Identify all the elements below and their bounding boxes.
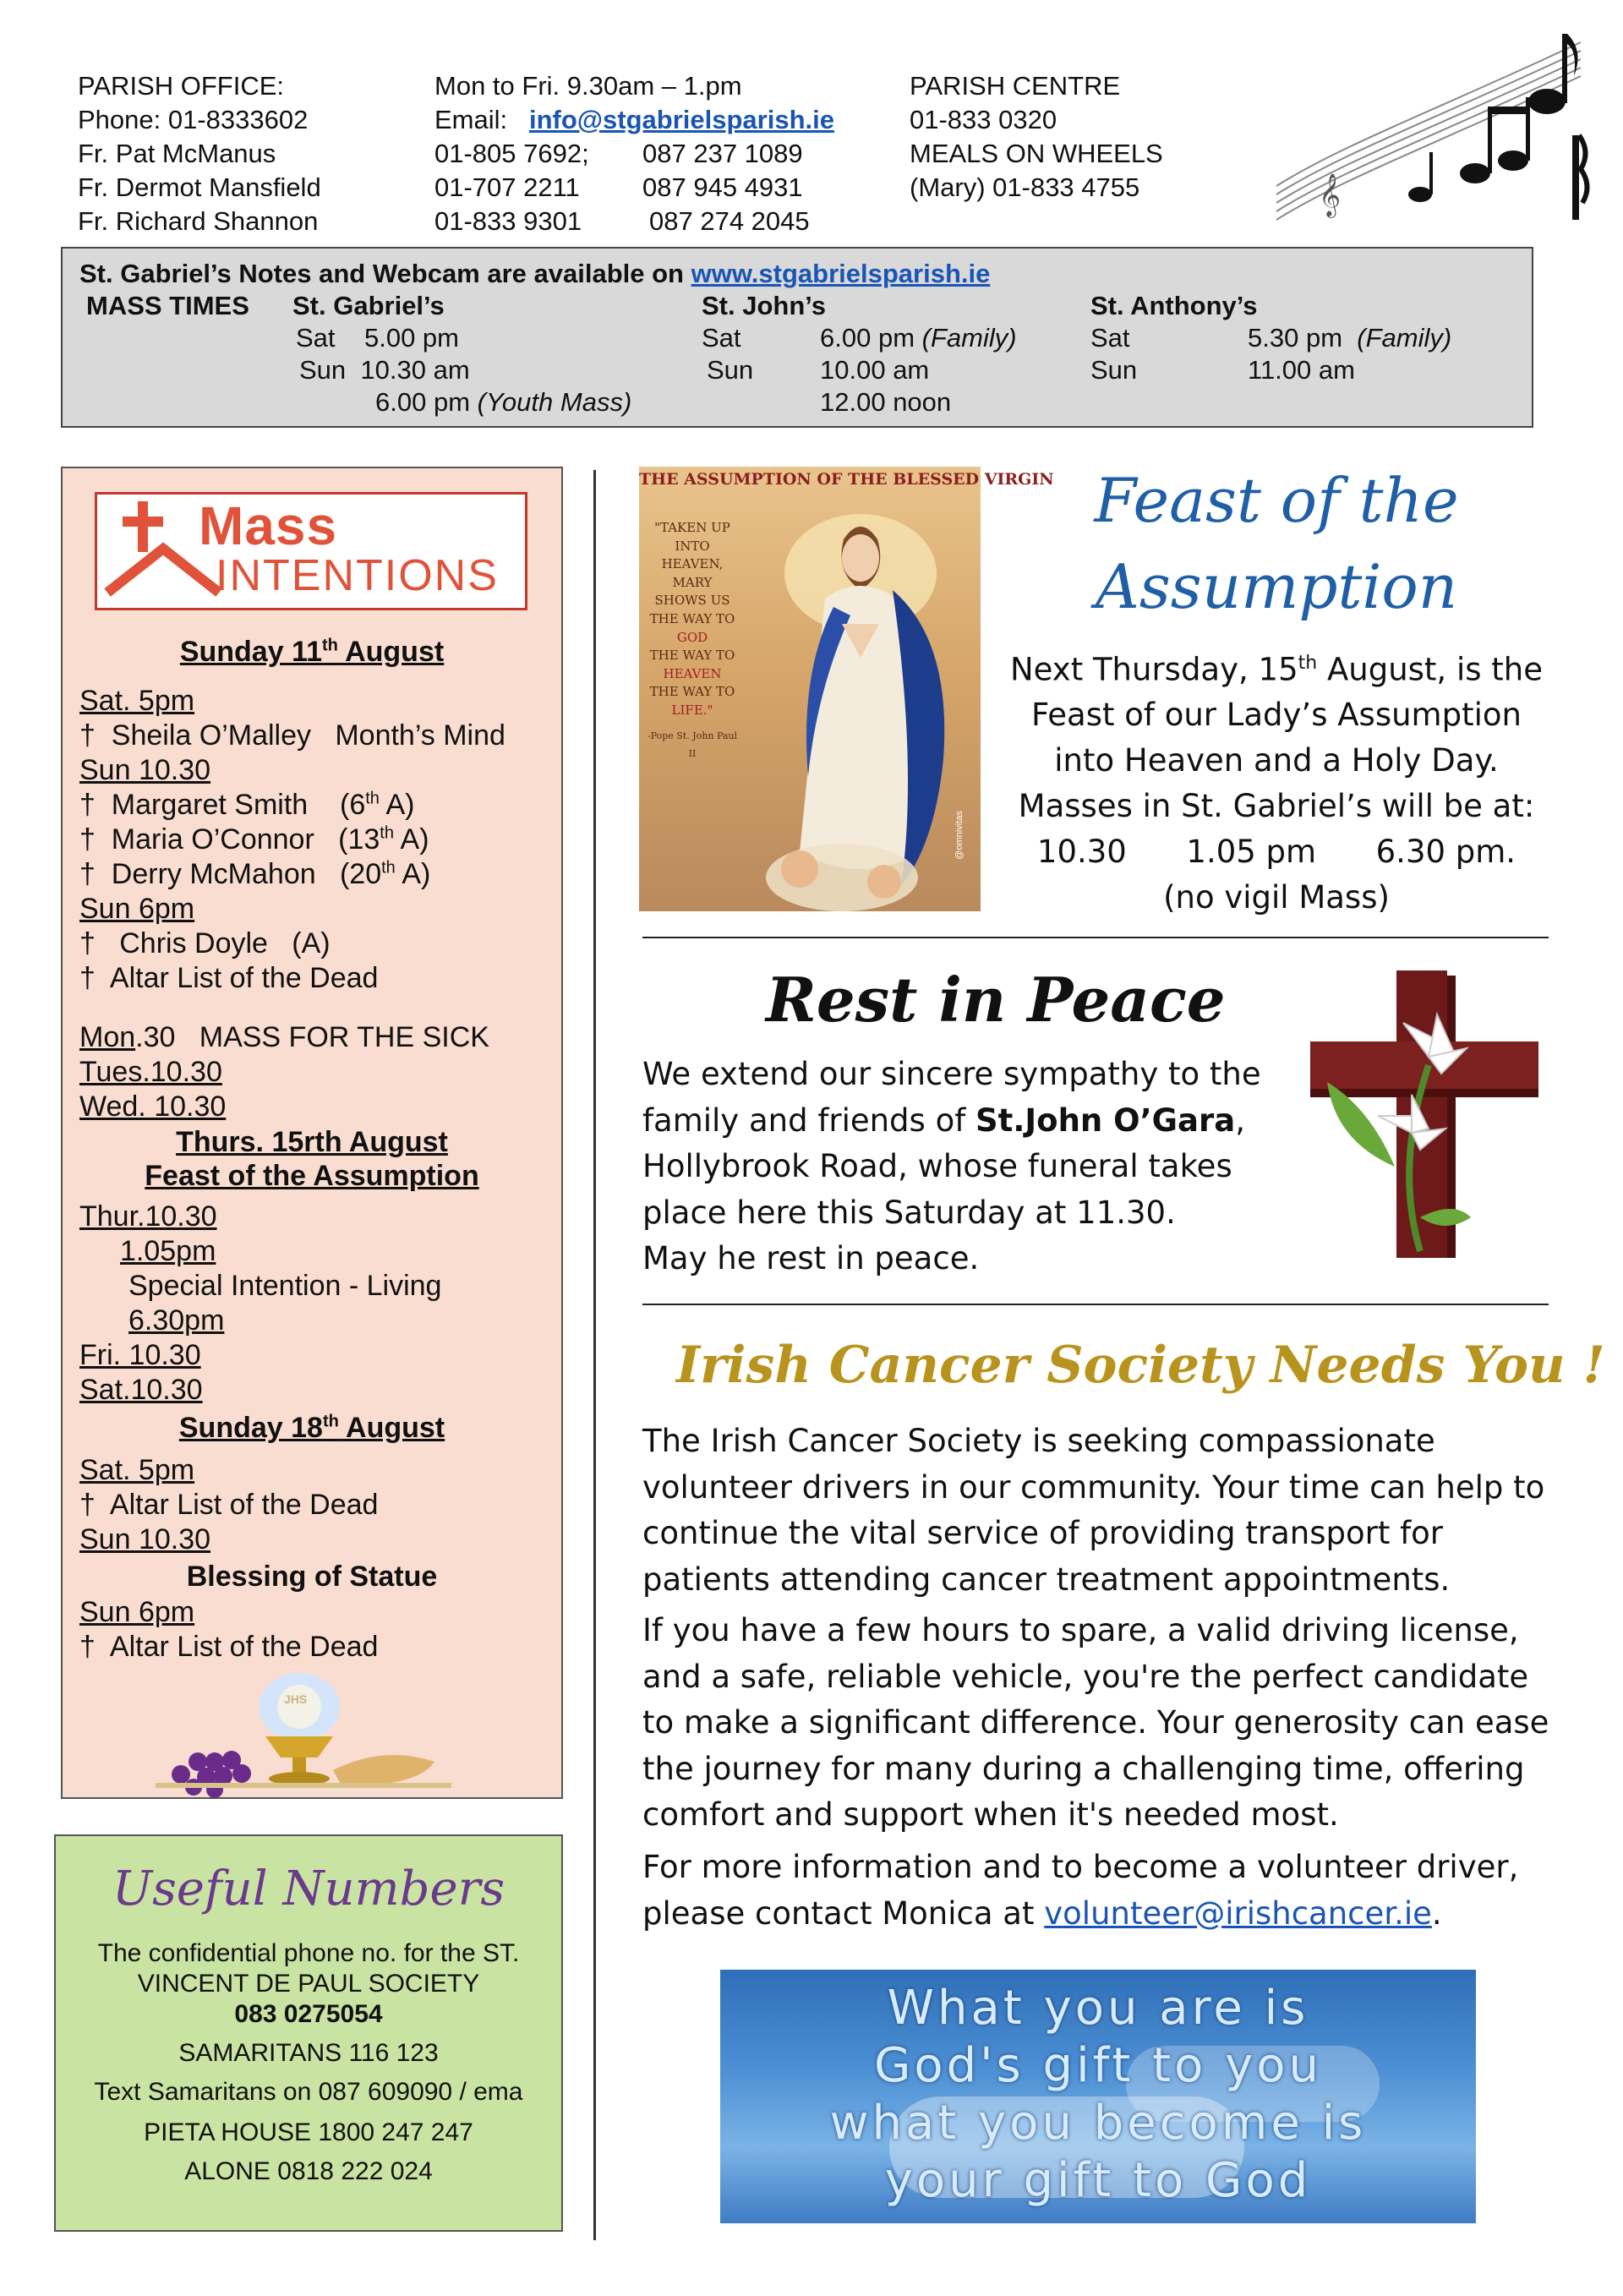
rip-body (642, 1052, 1261, 1282)
useful-title: Useful Numbers (112, 1861, 505, 1916)
sat-1030: Sat.10.30 (79, 1374, 203, 1406)
jhs-label: JHS (284, 1692, 308, 1706)
mass-intentions-panel (61, 467, 563, 1799)
cancer-p3-pre: please contact Monica at (642, 1894, 1045, 1932)
phone-b-2: 087 945 4931 (642, 172, 803, 202)
sat-5pm: Sat. 5pm (79, 685, 195, 717)
parish-centre-phone: 01-833 0320 (910, 105, 1057, 134)
website-link[interactable]: www.stgabrielsparish.ie (691, 259, 991, 288)
feast-line-1 (997, 641, 1555, 692)
anthony-sat-day: Sat (1090, 323, 1130, 353)
john-sun-day: Sun (707, 355, 754, 385)
quote-line-5: SHOWS US (654, 593, 730, 609)
column-divider (593, 470, 596, 2240)
quote-line-10: THE WAY TO (649, 684, 735, 700)
gabriel-youth (375, 387, 631, 418)
cancer-para-2 (642, 1608, 1549, 1839)
anthony-sat-time-value: 5.30 pm (1248, 323, 1343, 353)
priest-3: Fr. Richard Shannon (78, 206, 319, 236)
sun18-pre: Sunday 18 (178, 1412, 323, 1444)
priest-1: Fr. Pat McManus (78, 139, 276, 168)
feast-line-2: Feast of our Lady’s Assumption (1031, 697, 1522, 734)
quote-banner-line-1: What you are is (887, 1981, 1309, 2036)
sun18-post: August (338, 1412, 445, 1444)
sunday-11-heading (63, 636, 561, 669)
cancer-p1-line-3: continue the vital service of providing transport for (642, 1515, 1444, 1551)
email-label: Email: (434, 105, 508, 134)
music-notes-icon (1268, 25, 1589, 237)
virgin-mary-figure (740, 497, 981, 911)
divider-2 (642, 1304, 1549, 1305)
sun-1030-b: Sun 10.30 (79, 1523, 211, 1555)
mobile-column (642, 137, 810, 238)
svdp-phone: 083 0275054 (234, 2000, 383, 2028)
quote-line-8: THE WAY TO (649, 648, 735, 664)
quote-line-7: GOD (676, 629, 708, 645)
cancer-p2-line-5: comfort and support when it's needed most. (642, 1796, 1339, 1833)
st-johns-heading: St. John’s (702, 291, 826, 320)
sun11-pre: Sunday 11 (179, 636, 323, 668)
cancer-title: Irish Cancer Society Needs You ! (676, 1336, 1605, 1395)
email-row (434, 103, 834, 137)
svdp-line-2: VINCENT DE PAUL SOCIETY (137, 1970, 480, 1998)
quote-banner-line-2: God's gift to you (873, 2038, 1323, 2093)
rip-line-1: We extend our sincere sympathy to the (642, 1056, 1261, 1092)
wed-mass: Wed. 10.30 (79, 1091, 227, 1123)
assumption-image (639, 467, 1054, 911)
anthony-family-note: (Family) (1357, 323, 1452, 353)
john-family-note: (Family) (921, 323, 1017, 353)
thur-630: 6.30pm (128, 1304, 225, 1337)
derry-post: A) (395, 858, 431, 890)
thurs-heading: Thurs. 15rth August (176, 1126, 448, 1158)
intention-altar-2: † Altar List of the Dead (79, 1489, 379, 1521)
margaret-name: † Margaret Smith (6 (79, 789, 366, 821)
feast-line-6: (no vigil Mass) (1163, 879, 1390, 916)
cancer-p3-post: . (1431, 1894, 1442, 1932)
parish-phone: Phone: 01-8333602 (78, 105, 309, 134)
maria-post: A) (393, 823, 429, 856)
sun-6pm: Sun 6pm (79, 893, 195, 925)
fri-mass: Fri. 10.30 (79, 1339, 201, 1371)
cross-lily-icon (1302, 964, 1555, 1268)
quote-line-1: "TAKEN UP (654, 520, 730, 535)
parish-office-label: PARISH OFFICE: (78, 71, 285, 101)
rip-line-5: May he rest in peace. (642, 1240, 980, 1276)
intention-maria (79, 823, 429, 856)
cancer-p3-line-1: For more information and to become a volunteer driver, (642, 1849, 1519, 1885)
mass-intentions-logo (95, 492, 527, 610)
john-sat-day: Sat (702, 323, 741, 353)
deceased-name: St.John O’Gara (975, 1102, 1236, 1139)
notes-webcam-line (79, 259, 990, 289)
quote-line-4: MARY (672, 574, 713, 590)
feast-title-line-1: Feast of the (1094, 465, 1459, 536)
cancer-p2-line-4: the journey for many during a challenging time, offering (642, 1750, 1525, 1787)
quote-attribution: -Pope St. John Paul II (647, 730, 738, 760)
cancer-p1-line-2: volunteer drivers in our community. Your time can help to (642, 1468, 1545, 1506)
office-email-link[interactable]: info@stgabrielsparish.ie (528, 105, 834, 134)
quote-banner-line-4: your gift to God (884, 2153, 1312, 2208)
sun11-sup: th (322, 636, 338, 655)
intention-chris: † Chris Doyle (A) (79, 927, 331, 959)
office-hours: Mon to Fri. 9.30am – 1.pm (434, 71, 742, 101)
logo-intentions-word: INTENTIONS (216, 551, 499, 600)
sat-5pm-b: Sat. 5pm (79, 1454, 195, 1486)
sun-1030: Sun 10.30 (79, 754, 211, 786)
quote-banner (720, 1970, 1476, 2223)
svdp-line-1: The confidential phone no. for the ST. (97, 1939, 520, 1967)
special-intention: Special Intention - Living (128, 1270, 442, 1302)
rip-line-2 (642, 1098, 1261, 1145)
st-gabriels-heading: St. Gabriel’s (292, 291, 445, 320)
thur-1030: Thur.10.30 (79, 1200, 217, 1233)
monday-rest: .30 MASS FOR THE SICK (135, 1021, 489, 1053)
intention-derry (79, 858, 430, 891)
blessing-heading: Blessing of Statue (186, 1561, 438, 1593)
tues-mass: Tues.10.30 (79, 1056, 222, 1088)
assumption-caption: THE ASSUMPTION OF THE BLESSED VIRGIN (639, 470, 1054, 489)
phone-a-3: 01-833 9301 (434, 206, 582, 236)
notes-webcam-text: St. Gabriel’s Notes and Webcam are available on (79, 259, 684, 288)
cancer-para-3 (642, 1845, 1518, 1937)
margaret-sup: th (365, 789, 380, 808)
eucharist-icon (147, 1669, 468, 1796)
useful-numbers-panel (54, 1834, 563, 2232)
pieta-house: PIETA HOUSE 1800 247 247 (144, 2118, 473, 2146)
intention-margaret (79, 789, 415, 822)
phone-a-2: 01-707 2211 (434, 172, 580, 202)
rip-l2-post: , (1235, 1102, 1245, 1139)
mass-times-label: MASS TIMES (86, 291, 249, 320)
parish-centre-column (910, 69, 1163, 205)
sun18-sup: th (322, 1412, 339, 1431)
quote-line-9: HEAVEN (663, 665, 722, 681)
monday-label: Mon (79, 1021, 136, 1053)
gabriel-sat: Sat 5.00 pm (296, 323, 459, 353)
quote-line-3: HEAVEN, (661, 556, 724, 572)
feast-line-4: Masses in St. Gabriel’s will be at: (1018, 788, 1535, 825)
phone-a-1: 01-805 7692; (434, 139, 589, 168)
anthony-sun-time: 11.00 am (1248, 355, 1355, 385)
maria-sup: th (380, 823, 394, 843)
sun-6pm-b: Sun 6pm (79, 1596, 195, 1628)
priest-2: Fr. Dermot Mansfield (78, 172, 321, 202)
cancer-p2-line-1: If you have a few hours to spare, a valid driving license, (642, 1612, 1519, 1648)
feast-l1-post: August, is the (1317, 651, 1543, 688)
mass-times-box (61, 247, 1533, 428)
maria-name: † Maria O’Connor (13 (79, 823, 380, 856)
samaritans: SAMARITANS 116 123 (178, 2039, 439, 2067)
svg-text:𝄞: 𝄞 (1319, 173, 1342, 216)
image-credit: @omnivitas (954, 811, 965, 860)
rip-line-3: Hollybrook Road, whose funeral takes (642, 1148, 1232, 1184)
john-sun-time-2: 12.00 noon (820, 387, 952, 417)
rip-l2-pre: family and friends of (642, 1102, 976, 1139)
gabriel-sun: Sun 10.30 am (299, 355, 470, 385)
youth-note: (Youth Mass) (477, 387, 632, 417)
cancer-p3-line-2 (642, 1891, 1518, 1938)
assumption-quote (642, 519, 742, 763)
feast-body (997, 641, 1555, 921)
sun11-post: August (337, 636, 445, 668)
meals-on-wheels-label: MEALS ON WHEELS (910, 139, 1163, 168)
quote-banner-line-3: what you become is (829, 2096, 1367, 2151)
margaret-post: A) (379, 789, 415, 821)
cancer-p1-line-1: The Irish Cancer Society is seeking compassionate (642, 1423, 1435, 1459)
anthony-sun-day: Sun (1090, 355, 1138, 385)
youth-time: 6.00 pm (375, 387, 471, 417)
thur-105: 1.05pm (120, 1235, 216, 1267)
alone: ALONE 0818 222 024 (184, 2157, 433, 2185)
volunteer-email-link[interactable]: volunteer@irishcancer.ie (1044, 1894, 1432, 1932)
feast-line-5: 10.30 1.05 pm 6.30 pm. (1036, 834, 1516, 871)
anthony-sat-time (1248, 323, 1451, 353)
parish-office-column (78, 69, 321, 238)
intention-sheila: † Sheila O’Malley Month’s Mind (79, 719, 505, 752)
phone-b-3: 087 274 2045 (649, 206, 810, 236)
st-anthonys-heading: St. Anthony’s (1090, 291, 1258, 320)
derry-sup: th (381, 858, 396, 877)
feast-l1-pre: Next Thursday, 15 (1010, 651, 1298, 688)
john-sun-time-1: 10.00 am (820, 355, 930, 385)
text-samaritans: Text Samaritans on 087 609090 / ema (94, 2078, 523, 2106)
feast-heading: Feast of the Assumption (145, 1160, 479, 1192)
quote-line-6: THE WAY TO (649, 610, 735, 626)
cancer-p1-line-4: patients attending cancer treatment appointments. (642, 1561, 1451, 1598)
cancer-p2-line-3: to make a significant difference. Your generosity can ease (642, 1704, 1549, 1741)
logo-mass-word: Mass (199, 495, 338, 556)
feast-line-3: into Heaven and a Holy Day. (1054, 742, 1499, 779)
cancer-para-1 (642, 1419, 1544, 1603)
john-sat-time-value: 6.00 pm (820, 323, 915, 353)
derry-name: † Derry McMahon (20 (79, 858, 382, 890)
monday-mass (79, 1021, 489, 1054)
phone-b-1: 087 237 1089 (642, 139, 803, 168)
cancer-p2-line-2: and a safe, reliable vehicle, you're the perfect candidate (642, 1658, 1529, 1695)
intention-altar-3: † Altar List of the Dead (79, 1631, 379, 1663)
john-sat-time (820, 323, 1017, 353)
feast-title-line-2: Assumption (1095, 551, 1458, 622)
quote-line-11: LIFE." (671, 702, 713, 718)
sunday-18-heading (63, 1412, 561, 1445)
divider-1 (642, 937, 1549, 938)
quote-text (720, 1980, 1476, 2210)
feast-l1-sup: th (1298, 653, 1318, 674)
parish-centre-label: PARISH CENTRE (910, 71, 1121, 101)
intention-altar-1: † Altar List of the Dead (79, 962, 379, 994)
quote-line-2: INTO (675, 538, 710, 554)
meals-on-wheels-phone: (Mary) 01-833 4755 (910, 172, 1140, 202)
rip-title: Rest in Peace (766, 964, 1226, 1036)
rip-line-4: place here this Saturday at 11.30. (642, 1194, 1176, 1231)
